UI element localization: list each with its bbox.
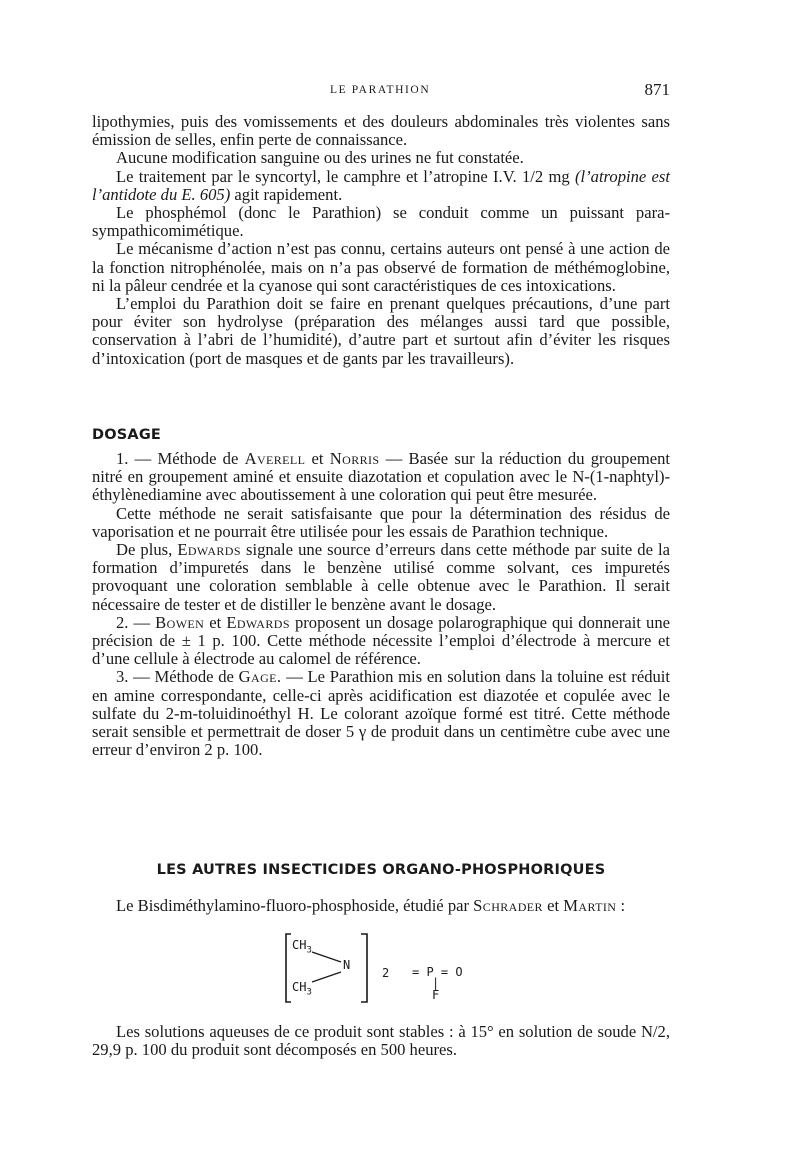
text-run: et	[542, 896, 564, 915]
formula-subscript: 3	[306, 945, 312, 956]
paragraph: Le mécanisme d’action n’est pas connu, certains auteurs ont pensé à une action de la fonction nitrophénolée, mais on n’a pas observé de formation de méthémoglobine, ni la pâleur cendrée et la cyanose qui sont caractéristiques de ces intoxications.	[92, 239, 670, 295]
nitrogen-atom: N	[343, 958, 351, 972]
dosage-section	[92, 427, 670, 443]
author-name: Bowen	[155, 612, 205, 632]
methyl-group-top	[292, 938, 312, 955]
formula-brackets	[285, 932, 495, 1004]
paragraph	[92, 614, 670, 669]
paragraph	[92, 168, 670, 204]
text-run: agit rapidement.	[230, 184, 343, 204]
author-name: Martin	[563, 896, 617, 915]
italic-note: (l’atropine est l’antidote du E. 605)	[92, 166, 670, 204]
text-run: et	[204, 612, 227, 632]
running-title: LE PARATHION	[330, 84, 431, 96]
text-run: — Basée sur la réduction du groupement nitré en groupement aminé et ensuite diazotation et copulation avec le N-(1-naphtyl)-éthylènediamine avec aboutissement à une coloration qui peut être mesurée.	[92, 449, 671, 505]
author-name: Edwards	[226, 612, 290, 632]
author-name: Gage.	[238, 667, 282, 687]
page-header	[92, 80, 670, 102]
text-run: — Le Parathion mis en solution dans la toluine est réduit en amine correspondante, celle-ci après acidification est diazotée et copulée avec le sulfate du 2-m-toluidinoéthyl H. Le colorant azoïque formé est titré. Cette méthode serait sensible et permettrait de doser 5 γ de produit dans un centimètre cube avec une erreur d’environ 2 p. 100.	[92, 667, 671, 760]
paragraph: Aucune modification sanguine ou des urines ne fut constatée.	[116, 148, 524, 168]
formula-subscript: 3	[306, 987, 312, 998]
paragraph: lipothymies, puis des vomissements et des douleurs abdominales très violentes sans émission de selles, enfin perte de connaissance.	[92, 112, 670, 150]
text-run: signale une source d’erreurs dans cette méthode par suite de la formation d’impuretés dans le benzène utilisé comme solvant, ces impuretés provoquant une coloration semblable à celle obtenue avec le Parathion. Il serait nécessaire de tester et de distiller le benzène avant le dosage.	[92, 540, 670, 614]
paragraph: Le phosphémol (donc le Parathion) se conduit comme un puissant para-sympathicomimétique.	[92, 203, 670, 241]
intro-section	[92, 113, 670, 368]
bond: |	[432, 976, 440, 990]
section-heading-dosage: DOSAGE	[92, 427, 162, 443]
paragraph	[92, 541, 670, 614]
text-run: et	[305, 449, 330, 468]
text-run: proposent un dosage polarographique qui donnerait une précision de ± 1 p. 100. Cette méthode nécessite l’emploi d’électrode à mercure et d’une cellule à électrode au calomel de référence.	[92, 612, 670, 669]
section-heading-organophosphorus: LES AUTRES INSECTICIDES ORGANO-PHOSPHORIQUES	[156, 862, 606, 878]
others-intro	[92, 897, 670, 915]
paragraph	[92, 897, 670, 915]
author-name: Norris	[329, 449, 380, 468]
text-run: 2. —	[116, 612, 156, 632]
paragraph	[92, 668, 670, 759]
methyl-group-bottom	[292, 980, 312, 997]
text-run: 1. — Méthode de	[116, 449, 245, 468]
text-run: Le Bisdiméthylamino-fluoro-phosphoside, étudié par	[116, 896, 474, 915]
author-name: Schrader	[473, 896, 543, 915]
others-conclusion	[92, 1023, 670, 1059]
formula-text: CH	[292, 980, 307, 994]
paragraph: L’emploi du Parathion doit se faire en prenant quelques précautions, d’une part pour éviter son hydrolyse (préparation des mélanges aussi tard que possible, conservation à l’abri de l’humidité), d’autre part et surtout afin d’éviter les risques d’intoxication (port de masques et de gants par les travailleurs).	[92, 294, 670, 368]
coefficient: 2	[382, 966, 390, 980]
fluorine-atom: F	[432, 988, 440, 1002]
text-run: :	[616, 896, 626, 915]
page-number: 871	[644, 80, 670, 99]
chemical-formula	[285, 932, 495, 1004]
author-name: Edwards	[177, 540, 241, 560]
author-name: Averell	[244, 449, 306, 468]
formula-text: CH	[292, 938, 307, 952]
text-run: 3. — Méthode de	[116, 667, 239, 687]
paragraph	[92, 450, 670, 505]
text-run: De plus,	[116, 540, 178, 560]
phosphoryl-group: = P = O	[412, 965, 463, 979]
paragraph: Cette méthode ne serait satisfaisante que pour la détermination des résidus de vaporisation et ne pourrait être utilisée pour les essais de Parathion technique.	[92, 503, 670, 541]
dosage-body	[92, 450, 670, 759]
paragraph: Les solutions aqueuses de ce produit sont stables : à 15° en solution de soude N/2, 29,9 p. 100 du produit sont décomposés en 500 heures.	[92, 1022, 670, 1060]
text-run: Le traitement par le syncortyl, le camphre et l’atropine I.V. 1/2 mg	[116, 166, 575, 186]
